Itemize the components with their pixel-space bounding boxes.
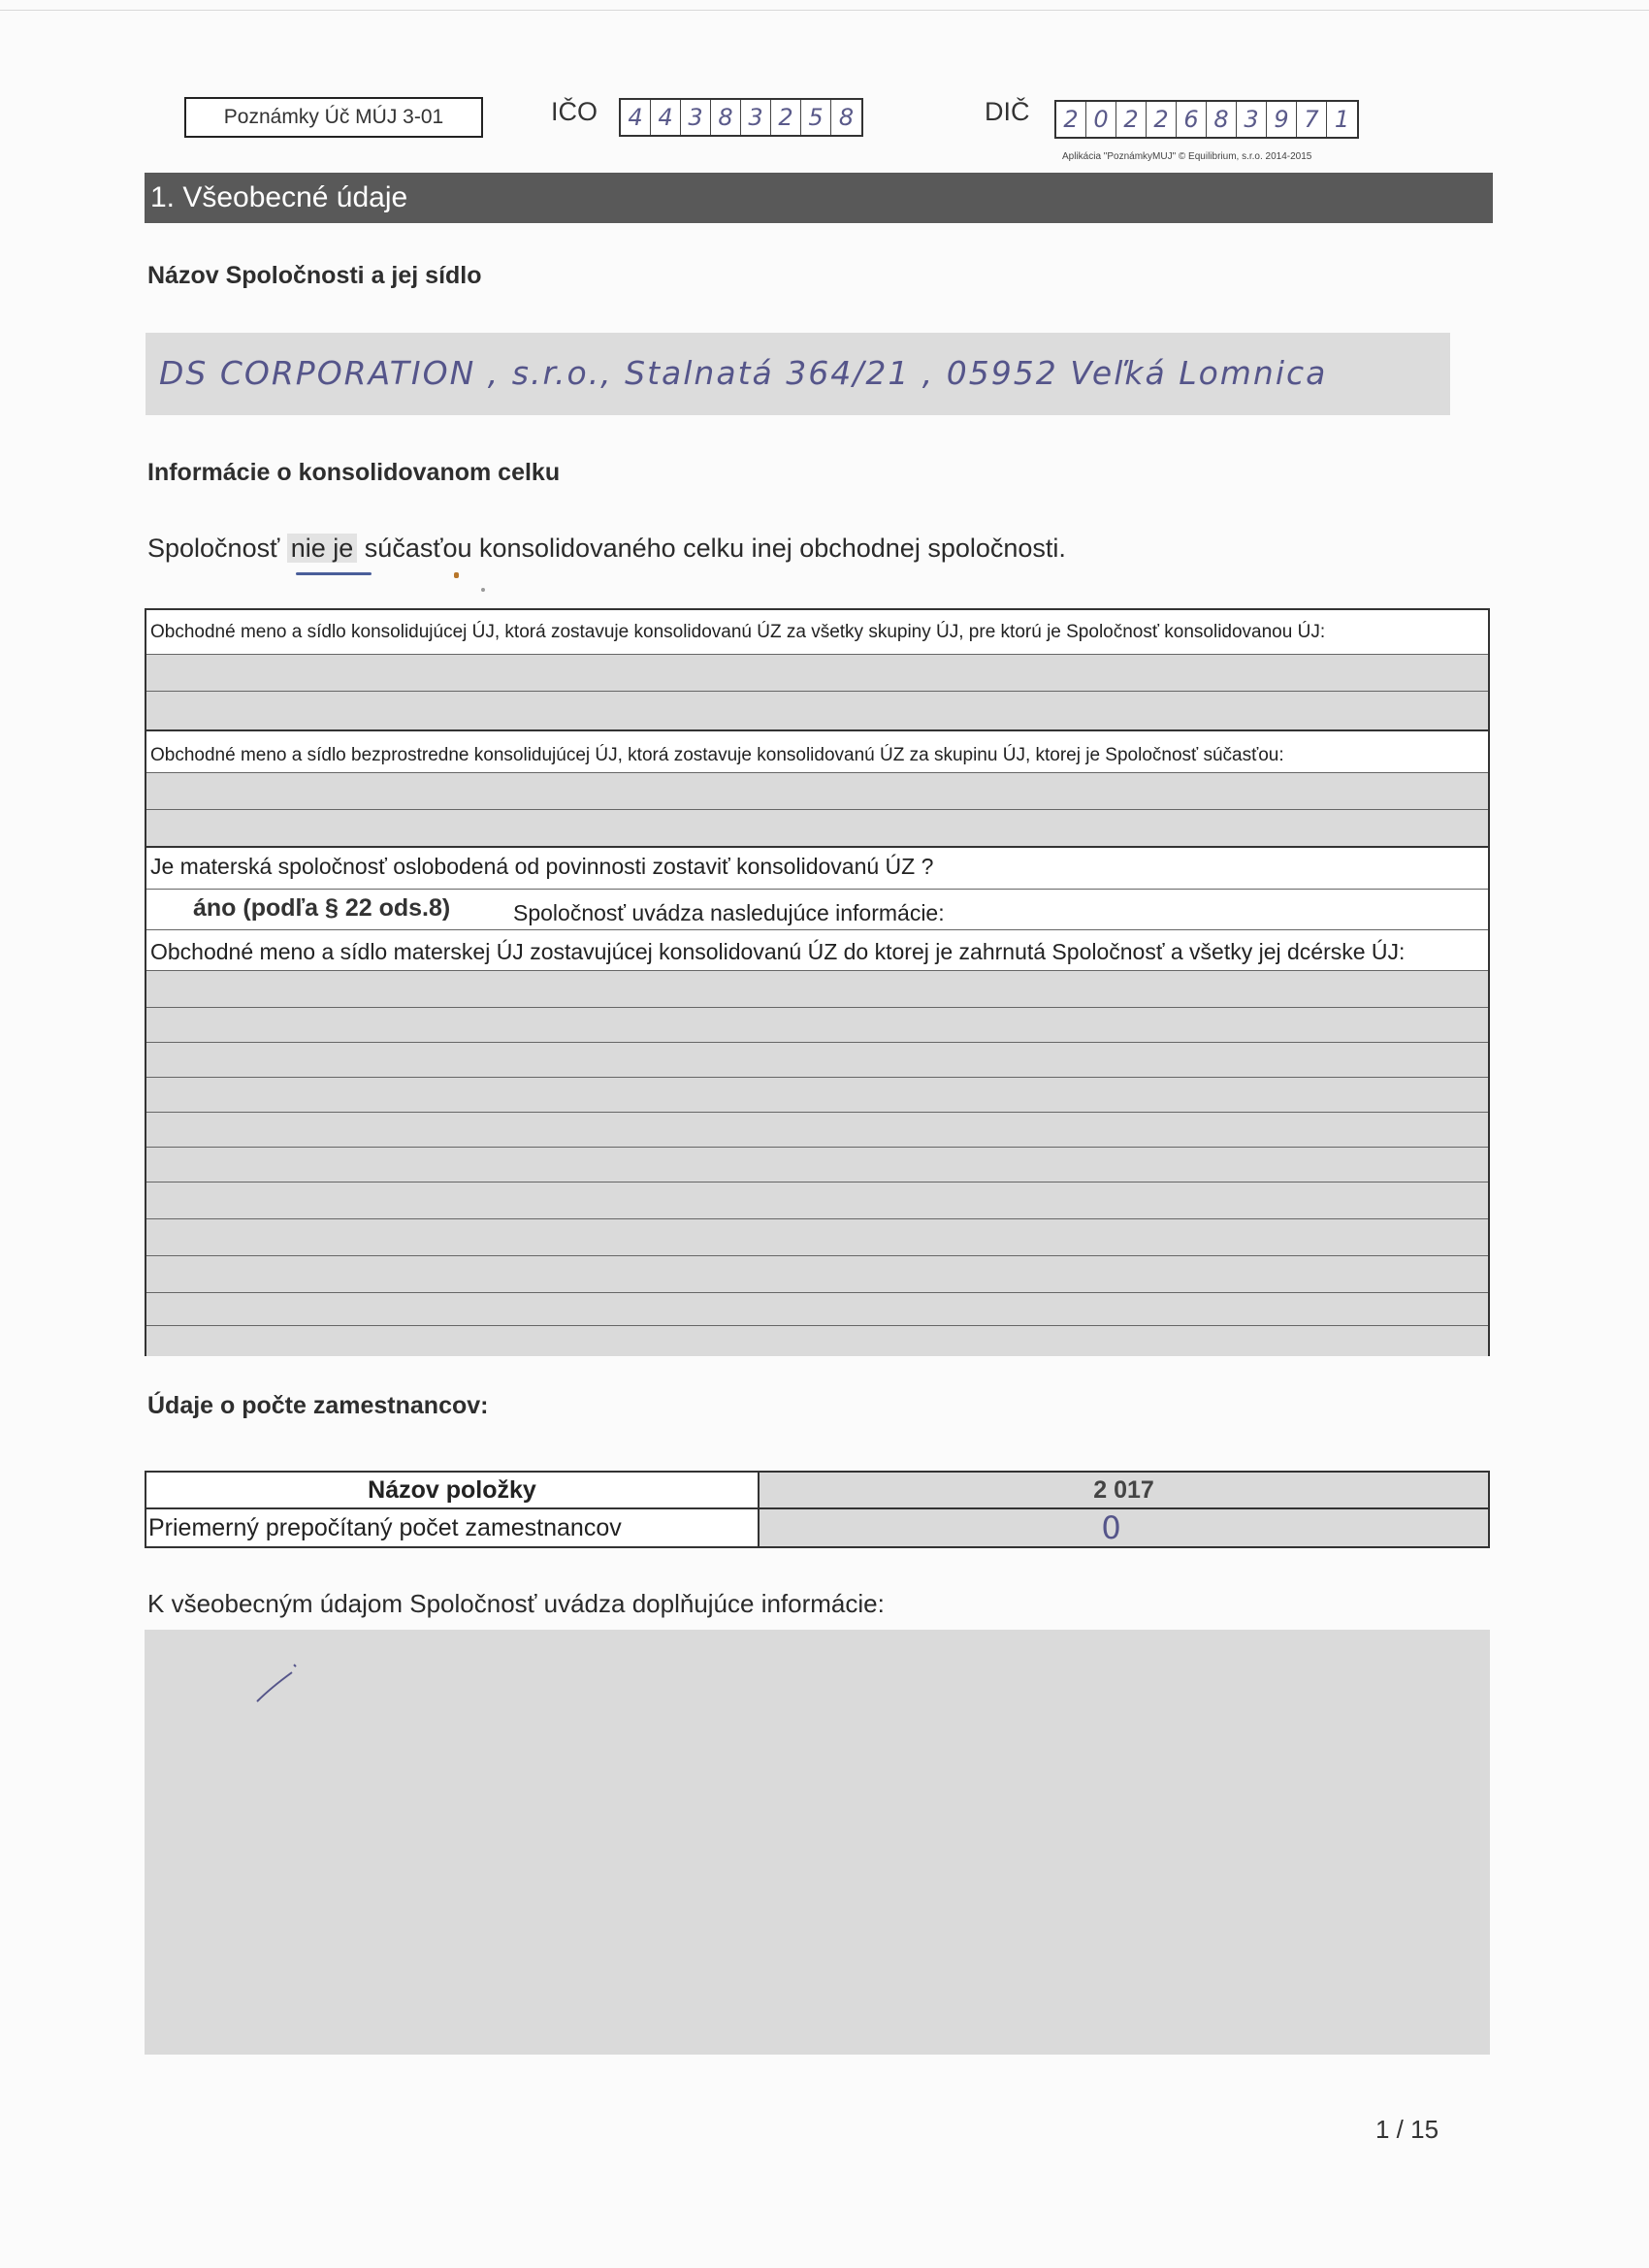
pen-dot-mark <box>481 588 485 592</box>
ico-label: IČO <box>551 97 598 126</box>
section-title-bar: 1. Všeobecné údaje <box>145 173 1493 223</box>
company-heading: Názov Spoločnosti a jej sídlo <box>147 262 482 289</box>
row-line <box>146 929 1488 930</box>
table-row <box>146 1472 1489 1508</box>
company-name-field[interactable] <box>146 333 1450 415</box>
ico-digit[interactable]: 5 <box>801 100 831 135</box>
exempt-followup: Spoločnosť uvádza nasledujúce informácie: <box>513 900 945 925</box>
ico-digit[interactable]: 4 <box>621 100 651 135</box>
row-line <box>146 1077 1488 1078</box>
pen-stroke-mark <box>251 1659 309 1707</box>
parent-entity-box <box>145 846 1490 1356</box>
form-code-box: Poznámky Úč MÚJ 3-01 <box>184 97 483 138</box>
parent-caption: Obchodné meno a sídlo materskej ÚJ zostavujúcej konsolidovanú ÚZ do ktorej je zahrnutá Spoločnosť a všetky jej dcérske ÚJ: <box>150 939 1406 964</box>
dic-digit[interactable]: 3 <box>1237 102 1267 137</box>
dic-digit[interactable]: 2 <box>1056 102 1086 137</box>
box2-caption: Obchodné meno a sídlo bezprostredne konsolidujúcej ÚJ, ktorá zostavuje konsolidovanú ÚZ za skupinu ÚJ, ktorej je Spoločnosť súčasťou: <box>150 745 1284 765</box>
dic-digit[interactable]: 9 <box>1267 102 1297 137</box>
consolidating-entity-box <box>145 608 1490 729</box>
dic-digit[interactable]: 2 <box>1116 102 1147 137</box>
column-header-year: 2 017 <box>759 1472 1489 1508</box>
additional-info-heading: K všeobecným údajom Spoločnosť uvádza doplňujúce informácie: <box>147 1589 885 1618</box>
row-line <box>146 691 1488 692</box>
exempt-question: Je materská spoločnosť oslobodená od povinnosti zostaviť konsolidovanú ÚZ ? <box>150 854 934 879</box>
box2-input-area[interactable] <box>146 772 1488 846</box>
row-line <box>146 654 1488 655</box>
consolidation-heading: Informácie o konsolidovanom celku <box>147 459 561 486</box>
dic-digit[interactable]: 7 <box>1297 102 1327 137</box>
dic-digit-boxes[interactable] <box>1054 100 1359 139</box>
dic-digit[interactable]: 8 <box>1207 102 1237 137</box>
pen-dot-mark <box>454 572 459 578</box>
dic-digit[interactable]: 6 <box>1177 102 1207 137</box>
employees-value-cell[interactable] <box>759 1508 1489 1547</box>
dic-digit[interactable]: 0 <box>1086 102 1116 137</box>
pen-underline-mark <box>296 572 372 575</box>
row-line <box>146 809 1488 810</box>
row-line <box>146 772 1488 773</box>
employees-heading: Údaje o počte zamestnancov: <box>147 1392 489 1419</box>
employees-value-handwriting: 0 <box>1101 1509 1123 1546</box>
dic-digit[interactable]: 1 <box>1334 106 1350 133</box>
ico-digit[interactable]: 2 <box>771 100 801 135</box>
parent-input-area[interactable] <box>146 970 1488 1356</box>
dic-label: DIČ <box>985 97 1030 126</box>
row-line <box>146 1042 1488 1043</box>
row-line <box>146 1007 1488 1008</box>
row-line <box>146 1325 1488 1326</box>
row-line <box>146 1182 1488 1183</box>
company-name-handwriting: DS CORPORATION , s.r.o., Stalnatá 364/21 , 05952 Veľká Lomnica <box>159 354 1328 392</box>
sentence-prefix: Spoločnosť <box>147 534 280 563</box>
ico-digit-boxes[interactable] <box>619 98 863 137</box>
column-header-item: Názov položky <box>146 1472 759 1508</box>
dic-digit[interactable]: 2 <box>1147 102 1177 137</box>
employees-table <box>145 1471 1490 1548</box>
row-line <box>146 1292 1488 1293</box>
table-row <box>146 1508 1489 1547</box>
row-line <box>146 970 1488 971</box>
ico-digit[interactable]: 3 <box>681 100 711 135</box>
box1-input-area[interactable] <box>146 654 1488 729</box>
ico-digit[interactable]: 4 <box>651 100 681 135</box>
box1-caption: Obchodné meno a sídlo konsolidujúcej ÚJ, ktorá zostavuje konsolidovanú ÚZ za všetky skupiny ÚJ, pre ktorú je Spoločnosť konsolidovanou ÚJ: <box>150 622 1326 642</box>
row-line <box>146 1218 1488 1219</box>
row-line <box>146 1112 1488 1113</box>
consolidation-choice[interactable]: nie je <box>287 534 358 563</box>
row-line <box>146 1255 1488 1256</box>
ico-digit[interactable]: 8 <box>711 100 741 135</box>
app-credit: Aplikácia "PoznámkyMUJ" © Equilibrium, s.r.o. 2014-2015 <box>1062 151 1312 162</box>
row-line <box>146 889 1488 890</box>
employees-row-label: Priemerný prepočítaný počet zamestnancov <box>146 1508 759 1547</box>
exempt-answer[interactable]: áno (podľa § 22 ods.8) <box>193 894 451 922</box>
page-number: 1 / 15 <box>1375 2115 1439 2144</box>
ico-digit[interactable]: 8 <box>838 104 855 131</box>
row-line <box>146 1147 1488 1148</box>
sentence-suffix: súčasťou konsolidovaného celku inej obchodnej spoločnosti. <box>364 534 1066 563</box>
immediate-consolidating-entity-box <box>145 729 1490 846</box>
ico-digit[interactable]: 3 <box>741 100 771 135</box>
page-top-edge <box>0 10 1649 11</box>
additional-info-area[interactable] <box>145 1630 1490 2055</box>
consolidation-sentence <box>147 534 1066 564</box>
